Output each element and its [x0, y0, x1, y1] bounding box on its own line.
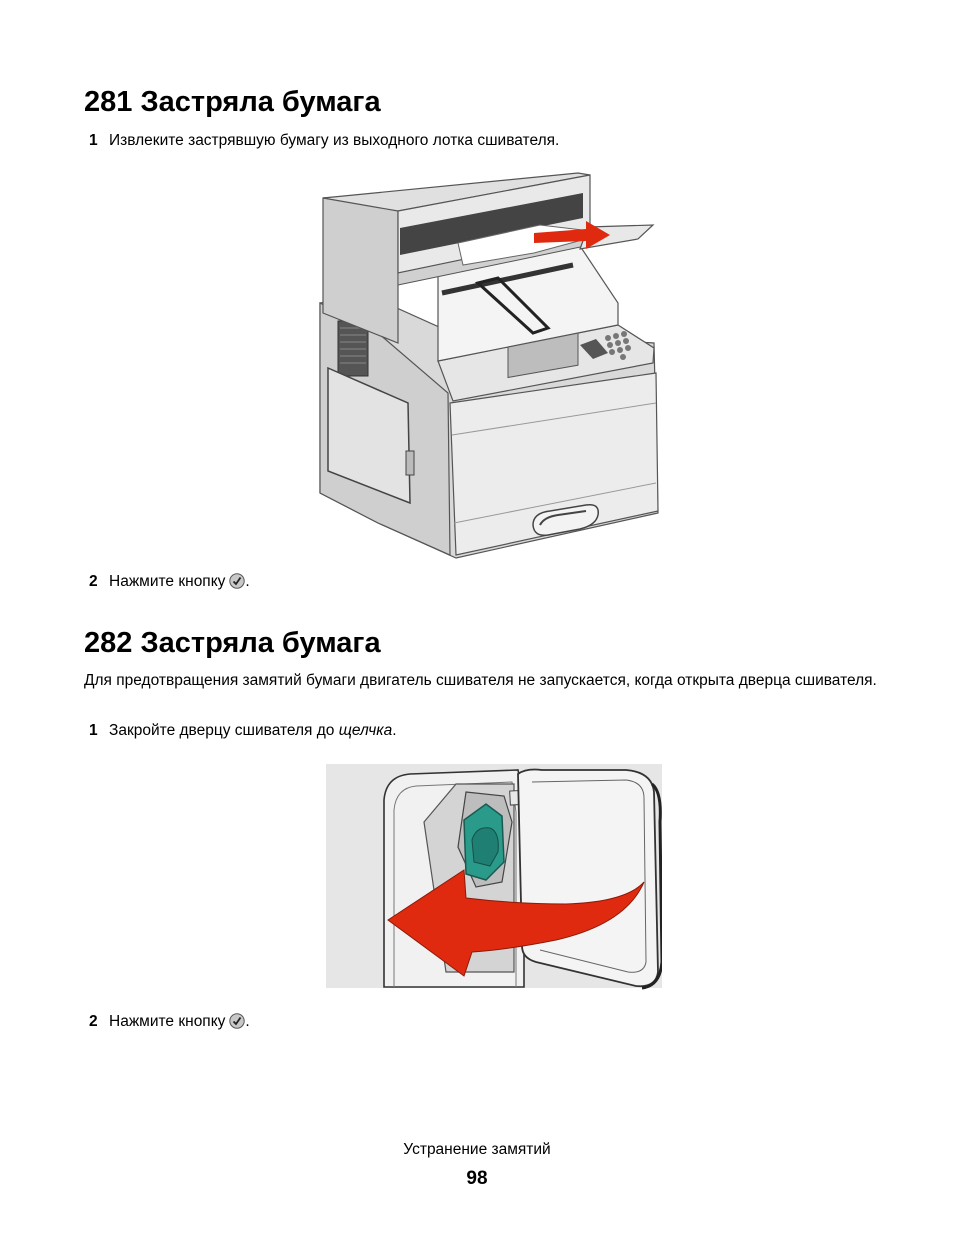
step-2-press-button — [89, 572, 250, 592]
step-emphasis: щелчка — [338, 722, 393, 739]
section-title-282: 282 Застряла бумага — [84, 627, 381, 659]
stapler-door-illustration — [326, 762, 662, 992]
section-title-281: 281 Застряла бумага — [84, 86, 381, 118]
step-number: 2 — [89, 1013, 98, 1030]
printer-illustration — [318, 163, 660, 561]
step-number: 1 — [89, 132, 98, 149]
step-number: 1 — [89, 722, 98, 739]
step-text: Нажмите кнопку — [109, 1013, 226, 1030]
step-suffix: . — [392, 722, 397, 739]
footer-section-name: Устранение замятий — [403, 1141, 551, 1158]
step-text: Закройте дверцу сшивателя до — [109, 722, 339, 739]
step-suffix: . — [245, 1013, 250, 1030]
checkmark-button-icon — [229, 573, 245, 589]
step-1-close-door — [89, 721, 397, 741]
section-intro: Для предотвращения замятий бумаги двигатель сшивателя не запускается, когда открыта дверца сшивателя. — [84, 672, 877, 689]
step-number: 2 — [89, 573, 98, 590]
step-2-press-button-282 — [89, 1012, 250, 1032]
step-text: Нажмите кнопку — [109, 573, 226, 590]
step-text: Извлеките застрявшую бумагу из выходного лотка сшивателя. — [109, 132, 560, 149]
page-number: 98 — [466, 1168, 488, 1189]
step-suffix: . — [245, 573, 250, 590]
step-1-remove-paper — [89, 131, 559, 151]
checkmark-button-icon — [229, 1013, 245, 1029]
